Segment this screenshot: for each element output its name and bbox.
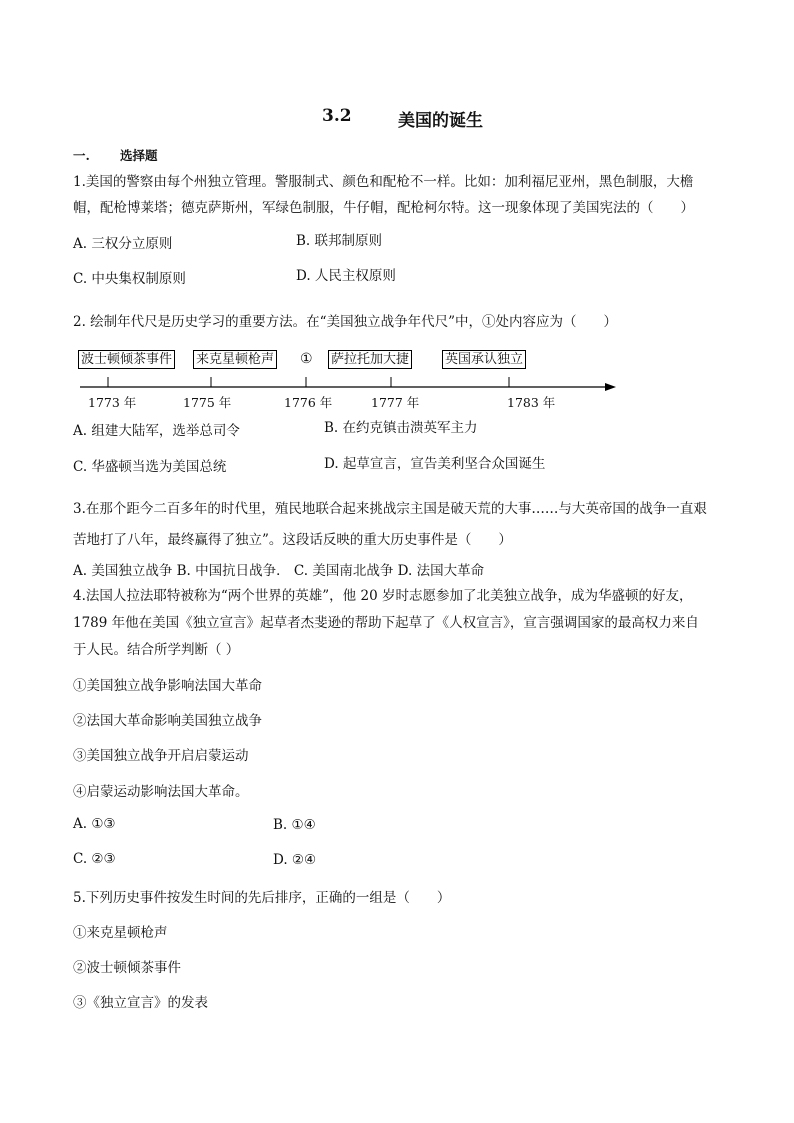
timeline-year-1: 1773 年: [88, 395, 137, 410]
q5-statement-1: ①来克星顿枪声: [73, 925, 168, 941]
q3-stem-line2: 苦地打了八年，最终赢得了独立”。这段话反映的重大历史事件是（ ）: [73, 532, 512, 548]
q4-option-b: B. ①④: [273, 817, 316, 833]
q2-stem: 2. 绘制年代尺是历史学习的重要方法。在“美国独立战争年代尺”中，①处内容应为（ ）: [73, 314, 617, 330]
q1-option-d: D. 人民主权原则: [296, 268, 396, 284]
q5-statement-3: ③《独立宣言》的发表: [73, 995, 208, 1011]
q1-stem-line1: 1.美国的警察由每个州独立管理。警服制式、颜色和配枪不一样。比如：加利福尼亚州，黑色制服，大檐: [73, 174, 694, 190]
section-label: 选择题: [120, 148, 158, 163]
timeline-event-5: 英国承认独立: [442, 350, 526, 369]
timeline-event-1: 波士顿倾茶事件: [78, 350, 175, 369]
q1-option-a: A. 三权分立原则: [73, 236, 173, 252]
q3-stem-line1: 3.在那个距今二百多年的时代里，殖民地联合起来挑战宗主国是破天荒的大事……与大英帝国的战争一直艰: [73, 501, 707, 517]
q5-statement-2: ②波士顿倾茶事件: [73, 960, 181, 976]
title-number: 3.2: [322, 106, 352, 126]
q5-stem: 5.下列历史事件按发生时间的先后排序，正确的一组是（ ）: [73, 890, 451, 906]
q2-option-d: D. 起草宣言，宣告美利坚合众国诞生: [324, 456, 546, 472]
q1-option-c: C. 中央集权制原则: [73, 271, 186, 287]
page-title: 美国的诞生: [398, 111, 483, 131]
q4-statement-1: ①美国独立战争影响法国大革命: [73, 678, 262, 694]
q4-stem-line3: 于人民。结合所学判断（ ）: [73, 642, 240, 658]
q2-option-b: B. 在约克镇击溃英军主力: [324, 420, 478, 436]
timeline-year-5: 1783 年: [507, 395, 556, 410]
q4-statement-3: ③美国独立战争开启启蒙运动: [73, 748, 249, 764]
q4-option-c: C. ②③: [73, 851, 116, 867]
timeline-year-2: 1775 年: [183, 395, 232, 410]
q1-stem-line2: 帽，配枪博莱塔；德克萨斯州，军绿色制服，牛仔帽，配枪柯尔特。这一现象体现了美国宪法的（ ）: [73, 200, 694, 216]
q4-statement-4: ④启蒙运动影响法国大革命。: [73, 784, 249, 800]
timeline-event-2: 来克星顿枪声: [193, 350, 277, 369]
q2-option-c: C. 华盛顿当选为美国总统: [73, 459, 227, 475]
q4-stem-line1: 4.法国人拉法耶特被称为“两个世界的英雄”，他 20 岁时志愿参加了北美独立战争，成为华盛顿的好友，: [73, 588, 693, 604]
q1-option-b: B. 联邦制原则: [296, 233, 383, 249]
section-number: 一.: [73, 148, 90, 163]
q4-statement-2: ②法国大革命影响美国独立战争: [73, 713, 262, 729]
q4-option-a: A. ①③: [73, 816, 116, 832]
q4-stem-line2: 1789 年他在美国《独立宣言》起草者杰斐逊的帮助下起草了《人权宣言》，宣言强调国家的最高权力来自: [73, 615, 699, 631]
timeline-year-3: 1776 年: [284, 395, 333, 410]
q2-option-a: A. 组建大陆军，选举总司令: [73, 423, 240, 439]
timeline-event-4: 萨拉托加大捷: [328, 350, 412, 369]
q3-options: A. 美国独立战争 B. 中国抗日战争． C. 美国南北战争 D. 法国大革命: [73, 563, 485, 579]
timeline-year-4: 1777 年: [371, 395, 420, 410]
q4-option-d: D. ②④: [273, 852, 317, 868]
timeline-event-3: ①: [300, 351, 313, 367]
